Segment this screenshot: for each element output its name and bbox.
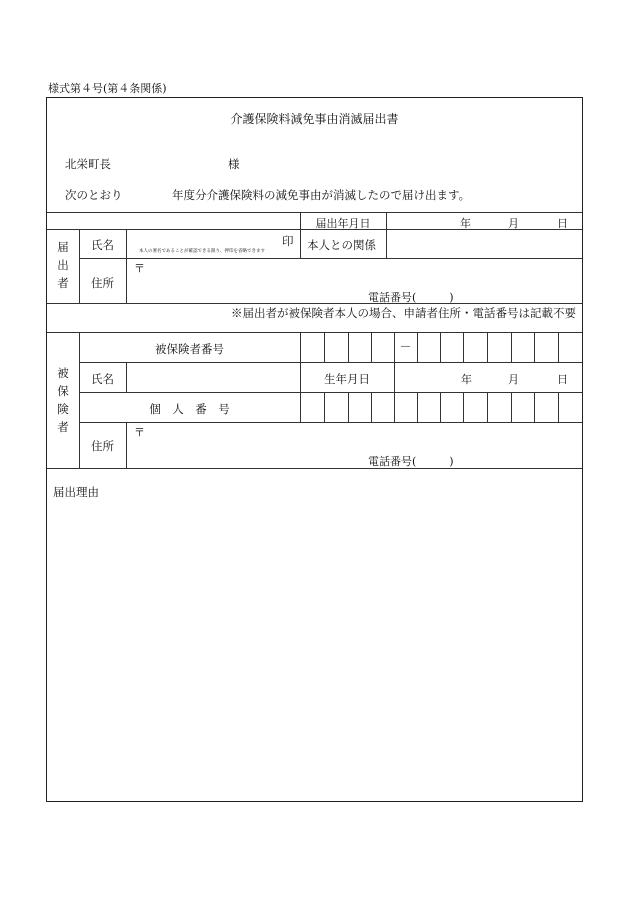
seal-note: 本人の署名であることが確認できる限り、押印を省略できます (139, 249, 265, 254)
insured-address-label: 住所 (91, 439, 114, 453)
addressee-honorific: 様 (228, 157, 240, 171)
insured-label-char: 被 (57, 366, 69, 380)
birth-date-label: 生年月日 (324, 372, 370, 386)
rule (558, 332, 559, 362)
addressee-name: 北栄町長 (65, 157, 111, 171)
rule (79, 258, 582, 259)
birth-month: 月 (508, 373, 519, 386)
rule (126, 422, 127, 468)
form-title: 介護保険料減免事由消滅届出書 (230, 112, 399, 126)
rule (463, 392, 464, 422)
rule (394, 392, 395, 422)
rule (440, 332, 441, 362)
rule (324, 332, 325, 362)
intro-prefix: 次のとおり (65, 188, 123, 202)
rule (463, 332, 464, 362)
rule (534, 332, 535, 362)
rule (386, 212, 387, 258)
date-year: 年 (460, 217, 471, 230)
rule (371, 332, 372, 362)
rule (534, 392, 535, 422)
rule (79, 392, 582, 393)
intro-text: 年度分介護保険料の減免事由が消滅したので届け出ます。 (172, 188, 471, 202)
notification-form (46, 97, 583, 802)
notifier-label-char: 出 (57, 258, 69, 272)
rule (348, 392, 349, 422)
insured-label-char: 険 (57, 402, 69, 416)
insured-name-label: 氏名 (91, 372, 114, 386)
rule (47, 332, 582, 333)
notifier-phone-label: 電話番号( ) (368, 291, 454, 304)
rule (417, 392, 418, 422)
notifier-address-label: 住所 (91, 276, 114, 290)
rule (300, 332, 301, 362)
insured-section-label (55, 364, 71, 436)
rule (79, 422, 582, 423)
notifier-name-label: 氏名 (91, 238, 114, 252)
form-number: 様式第４号(第４条関係) (48, 82, 167, 95)
rule (126, 229, 127, 303)
reason-label: 届出理由 (53, 485, 99, 499)
rule (348, 332, 349, 362)
birth-day: 日 (557, 373, 568, 386)
rule (79, 229, 80, 303)
insured-number-dash: — (400, 341, 411, 352)
rule (300, 392, 301, 422)
rule (487, 392, 488, 422)
rule (511, 332, 512, 362)
date-month: 月 (508, 217, 519, 230)
insured-number-label: 被保険者番号 (155, 342, 224, 356)
personal-number-label: 個 人 番 号 (149, 402, 230, 416)
rule (47, 468, 582, 469)
notifier-section-label (55, 238, 71, 292)
insured-label-char: 者 (57, 420, 69, 434)
seal-mark: 印 (282, 234, 294, 248)
insured-phone-label: 電話番号( ) (368, 455, 454, 468)
rule (47, 212, 582, 213)
relation-label: 本人との関係 (307, 238, 376, 252)
notifier-label-char: 届 (57, 240, 69, 254)
rule (79, 362, 582, 363)
rule (417, 332, 418, 362)
rule (47, 303, 582, 304)
notifier-postal-mark: 〒 (134, 262, 145, 275)
birth-year: 年 (461, 373, 472, 386)
rule (440, 392, 441, 422)
rule (126, 362, 127, 392)
insured-postal-mark: 〒 (134, 426, 145, 439)
notifier-label-char: 者 (57, 276, 69, 290)
insured-label-char: 保 (57, 384, 69, 398)
rule (394, 362, 395, 392)
rule (371, 392, 372, 422)
date-label: 届出年月日 (315, 217, 371, 230)
date-day: 日 (557, 217, 568, 230)
notice-note: ※届出者が被保険者本人の場合、申請者住所・電話番号は記載不要 (231, 306, 576, 320)
rule (487, 332, 488, 362)
rule (324, 392, 325, 422)
rule (558, 392, 559, 422)
rule (511, 392, 512, 422)
